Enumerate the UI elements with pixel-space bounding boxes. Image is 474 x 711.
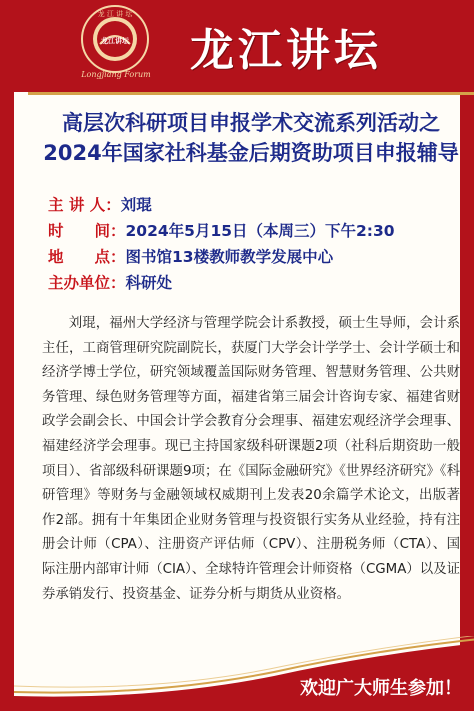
info-row-speaker xyxy=(48,192,468,218)
info-label: 主 讲 人： xyxy=(48,196,121,214)
headline-line-1: 高层次科研项目申报学术交流系列活动之 xyxy=(62,111,440,135)
info-value: 科研处 xyxy=(125,274,173,292)
info-label: 时 间： xyxy=(48,222,126,240)
event-headline xyxy=(28,108,474,168)
speaker-bio: 刘琨，福州大学经济与管理学院会计系教授，硕士生导师，会计系主任，工商管理研究院副院长，获厦门大学会计学学士、会计学硕士和经济学博士学位，研究领域覆盖国际财务管理、智慧财务管理、公共财务管理、绿色财务管理等方面，福建省第三届会计咨询专家、福建省财政学会副会长、中国会计学会教育分会理事、福建宏观经济学会理事、福建经济学会理事。现已主持国家级科研课题2项（社科后期资助一般项目）、省部级科研课题9项；在《国际金融研究》《世界经济研究》《科研管理》等财务与金融领域权威期刊上发表20余篇学术论文，出版著作2部。拥有十年集团企业财务管理与投资银行实务从业经验，持有注册会计师（CPA）、注册资产评估师（CPV）、注册税务师（CTA）、国际注册内部审计师（CIA）、全球特许管理会计师资格（CGMA）以及证券承销发行、投资基金、证券分析与期货从业资格。 xyxy=(42,316,460,602)
header-divider xyxy=(28,92,474,95)
logo-center-text: 龙江讲坛 xyxy=(101,37,129,45)
info-value: 2024年5月15日（本周三）下午2:30 xyxy=(125,222,395,240)
info-row-location xyxy=(48,244,468,270)
info-row-time xyxy=(48,218,468,244)
page-title: 龙江讲坛 xyxy=(190,25,382,76)
footer xyxy=(14,636,474,711)
info-value: 图书馆13楼教师教学发展中心 xyxy=(125,248,334,266)
logo-subtitle: Longjiang Forum xyxy=(81,70,151,79)
header-banner xyxy=(14,0,474,92)
event-info xyxy=(48,192,468,296)
logo-ring-text: 龙 江 讲 坛 xyxy=(97,10,133,18)
welcome-message: 欢迎广大师生参加！ xyxy=(300,678,462,699)
info-value: 刘琨 xyxy=(120,196,152,214)
forum-logo-icon xyxy=(80,4,150,74)
info-row-organizer xyxy=(48,270,468,296)
info-label: 地 点： xyxy=(48,248,126,266)
headline-line-2: 2024年国家社科基金后期资助项目申报辅导 xyxy=(43,141,459,165)
info-label: 主办单位： xyxy=(48,274,126,292)
